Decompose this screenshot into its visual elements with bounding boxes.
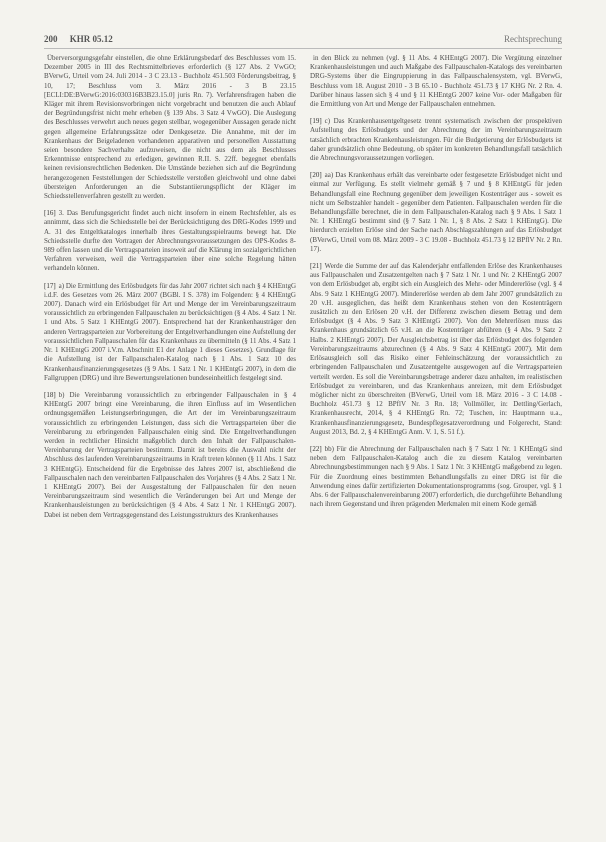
journal-name: KHR 05.12: [69, 34, 113, 44]
paragraph-number: [18]: [44, 390, 56, 399]
paragraph: [44, 54, 296, 201]
paragraph-text: 3. Das Berufungsgericht findet auch nicht insofern in einem Rechtsfehler, als es annimmt, dass sich die Schiedsstelle bei der Berücksichtigung des DRG-Kodes 1999 und A. 31 des Entgeltkataloges innerhalb ihres Gestaltungsspielraums bewegt hat. Die Schiedsstelle durfte den Vortragen der Abrechnungsvoraussetzungen des OPS-Kodes 8-989 offen lassen und die Vertragsparteien insoweit auf die Klärung im sozialgerichtlichen Verfahren verweisen, weil die Vertragsparteien über eine solche Regelung hätten verhandeln können.: [44, 209, 296, 273]
paragraph: [44, 209, 296, 273]
paragraph-text: Überversorgungsgefahr einstellen, die ohne Erklärungsbedarf des Beschlusses vom 15. Dezember 2005 in III des Rechtsmittelbrieves erforderlich (§ 127 Abs. 2 VwGO; BVerwG, Urteil vom 24. Juli 2014 - 3 C 23.13 - Buchholz 451.503 Förderungsbeitrag, § 10, 17; Beschluss vom 3. März 2016 - 3 B 23.15 [ECLI:DE:BVerwG:2016:030316B3B23.15.0] juris Rn. 7). Verfahrensfragen haben die Kläger mit ihrem Revisionsvorbringen nicht vorgebracht und benutzen die auch Ablauf der Begründungsfrist nicht mehr erheben (§ 139 Abs. 3 Satz 4 VwGO). Die Auslegung des Beschlusses verwehrt auch neues gegen stellbar, wogegenüber Aussagen gerade nicht gegen allgemeine Erfahrungssätze oder Denkgesetze. Die Annahme, mit der im Krankenhaus der Beigeladenen vorhandenen apparativen und personellen Ausstattung seien besondere Sachverhalte aufzuweisen, die nicht aus dem als Beschlusses Erkenntnisse entsprechend zu erledigen, gewinnen R.II. S. 22ff. begegnet ebenfalls keinen revisionsrechtlichen Bedenken. Die Umstände beziehen sich auf die Begründung herangezogenen Feststellungen der Schiedsstelle verstoßen gleichwohl und ohne dabei übersteigen Anforderungen an die Substantiierungspflicht der Kläger im Schiedsstellenverfahren gestellt zu werden.: [44, 54, 296, 201]
paragraph-text: Werde die Summe der auf das Kalenderjahr entfallenden Erlöse des Krankenhauses aus Fallpauschalen und Zusatzentgelten nach § 7 Satz 1 Nr. 1 und Nr. 2 KHEntgG 2007 von dem Erlösbudget ab, ergibt sich ein Ausgleich des Mehr- oder Mindererlöse (vgl. § 4 Abs. 9 Satz 1 KHEntgG 2007). Mindererlöse werden ab dem Jahr 2007 grundsätzlich zu 20 v.H. ausgeglichen, das heißt dem Krankenhaus stehen von den Kostenträgern zusätzlich zu den Erlösen 20 v.H. der Differenz zwischen diesem Betrag und dem Erlösbudget (§ 4 Abs. 9 Satz 3 KHEntgG 2007). Von den Mehrerlösen muss das Krankenhaus grundsätzlich 65 v.H. an die Kostenträger abführen (§ 4 Abs. 9 Satz 2 Halbs. 2 KHEntgG 2007). Der Ausgleichsbetrag ist über das Erlösbudget des folgenden Vereinbarungszeitraums abzurechnen (§ 4 Abs. 9 Satz 4 KHEntgG 2007). Mit dem Erlösausgleich soll das Risiko einer Fehleinschätzung der voraussichtlich zu erbringenden Fallpauschalen und Zusatzentgelte ausgewogen auf die Vertragsparteien verteilt werden. Es soll die Vereinbarungsbetrage anderer dazu anhalten, im realistischen Erlösbudget zu vereinbaren, und das Krankenhaus anreizen, mit dem Erlösbudget möglicher nicht zu überschreiten (BVerwG, Urteil vom 18. März 2016 - 3 C 14.08 - Buchholz 451.73 § 12 BPflV Nr. 3 Rn. 18; Vollmöller, in: Dettling/Gerlach, Krankenhausrecht, 2014, § 4 KHEntgG Rn. 72; Tuschen, in: Hauptmann u.a., Krankenhausfinanzierungsgesetz, Bundespflegesatzverordnung und Folgerecht, Stand: August 2013, Bd. 2, § 4 KHEntgG Anm. V. 1, S. 51 f.).: [310, 262, 562, 436]
paragraph-text: c) Das Krankenhausentgeltgesetz trennt systematisch zwischen der prospektiven Aufstellung des Erlösbudgets und der Abrechnung der im Vereinbarungszeitraum tatsächlich erbrachten Krankenhausleistungen. Für die Budgetierung der Erlösbudgets ist daher grundsätzlich ohne Bedeutung, ob später im konkreten Behandlungsfall tatsächlich die Abrechnungsvoraussetzungen vorliegen.: [310, 117, 562, 163]
section-title: Rechtsprechung: [504, 34, 562, 44]
page-number: 200: [44, 34, 58, 44]
page-header: [44, 34, 562, 48]
paragraph-number: [17]: [44, 281, 56, 290]
paragraph: [310, 262, 562, 437]
paragraph-number: [21]: [310, 262, 322, 271]
paragraph-text: in den Blick zu nehmen (vgl. § 11 Abs. 4 KHEntgG 2007). Die Vergütung einzelner Krankenhausleistungen und auch Maßgabe des Fallpauschalen-Katalogs des vereinbarten DRG-Systems über die Eingruppierung in das Fallpauschalensystem, vgl. BVerwG, Beschluss vom 18. August 2010 - 3 B 65.10 - Buchholz 451.73 § 17 KHG Nr. 2 Rn. 4. Darüber hinaus lassen sich § 4 und § 11 KHEntgG 2007 keine Vor- oder Maßgaben für die Ermittlung von Art und Menge der Fallpauschalen entnehmen.: [310, 54, 562, 109]
right-column: [310, 54, 562, 824]
header-left: [44, 34, 123, 44]
paragraph: [310, 54, 562, 109]
paragraph: [310, 171, 562, 254]
paragraph-text: aa) Das Krankenhaus erhält das vereinbarte oder festgesetzte Erlösbudget nicht und einmal zur Verfügung. Es stellt vielmehr gemäß § 7 und § 8 KHEntgG für jeden Behandlungsfall eine Rechnung gegenüber dem jeweiligen Kostenträger aus - soweit es nicht um Selbstzahler handelt - gegenüber dem Patienten. Fallpauschalen werden für die Behandlungsfälle berechnet, die in dem Fallpauschalen-Katalog nach § 9 Abs. 1 Satz 1 Nr. 1 KHEntgG bestimmt sind (§ 7 Satz 1 Nr. 1, § 8 Abs. 2 Satz 1 KHEntgG). Die hierdurch erzielten Erlöse sind der Sache nach Abschlagszahlungen auf das Erlösbudget (BVerwG, Urteil vom 08. März 2009 - 3 C 19.08 - Buchholz 451.73 § 12 BPflV Nr. 2 Rn. 17).: [310, 171, 562, 253]
paragraph: [310, 117, 562, 163]
header-rule: [44, 48, 562, 49]
paragraph-number: [20]: [310, 171, 322, 180]
paragraph-text: a) Die Ermittlung des Erlösbudgets für das Jahr 2007 richtet sich nach § 4 KHEntgG i.d.F. des Gesetzes vom 26. März 2007 (BGBl. I S. 378) im Folgenden: § 4 KHEntgG 2007). Danach wird ein Erlösbudget für Art und Menge der im Vereinbarungszeitraum voraussichtlich zu erbringenden Fallpauschalen zu berücksichtigen (§ 4 Abs. 4 Satz 1 Nr. 1 und Abs. 5 Satz 1 KHEntgG 2007). Entsprechend hat der Krankenhausträger den anderen Vertragsparteien zur Vorbereitung der Entgeltverhandlungen eine Aufstellung der voraussichtlichen Fallpauschalen für das Krankenhaus zu übermitteln (§ 11 Abs. 4 Satz 1 Nr. 1 KHEntgG 2007 i.V.m. Abschnitt E1 der Anlage 1 dieses Gesetzes). Grundlage für die Aufstellung ist der Fallpauschalen-Katalog nach § 1 Abs. 1 Satz 10 des Krankenhausfinanzierungsgesetzes (§ 9 Abs. 1 Satz 1 Nr. 1 KHEntgG 2007), in dem die Fallgruppen (DRG) und ihre Bewertungsrelationen bundeseinheitlich festgelegt sind.: [44, 281, 296, 382]
paragraph-number: [19]: [310, 117, 322, 126]
paragraph-text: bb) Für die Abrechnung der Fallpauschalen nach § 7 Satz 1 Nr. 1 KHEntgG sind neben dem Fallpauschalen-Katalog auch die zu diesem Katalog vereinbarten Abrechnungsbestimmungen nach § 9 Abs. 1 Satz 1 Nr. 3 KHEntgG maßgebend zu legen. Für die Zuordnung eines bestimmten Behandlungsfalls zu einer DRG ist für die Anwendung eines dafür zertifizierten Dokumentationsprogramms (sog. Grouper, vgl. § 1 Abs. 6 der Fallpauschalenvereinbarung 2007) erforderlich, die durchgeführte Behandlung nach ihrem Gegenstand und ihren prägenden Merkmalen mit einem Kode gemäß: [310, 444, 562, 509]
paragraph: [310, 445, 562, 509]
paragraph-text: b) Die Vereinbarung voraussichtlich zu erbringender Fallpauschalen in § 4 KHEntgG 2007 bringt eine Vereinbarung, die ihren Einfluss auf im Wesentlichen ordnungsgemäßen Leistungserbringungen, die Art der im Vereinbarungszeitraum voraussichtlich zu erbringenden Leistungen, dass sich die Vertragsparteien über die Vereinbarung zu erbringenden Fallpauschalen einig sind. Die Entgeltverhandlungen werden in rechtlicher Hinsicht maßgeblich durch den Inhalt der Fallpauschalen-Vereinbarung der Vertragsparteien bestimmt. Damit ist bereits die Auswahl nicht der Abschluss des laufenden Vereinbarungszeitraums in Kraft treten können (§ 11 Abs. 1 Satz 3 KHEntgG). Entscheidend für die Ergebnisse des Jahres 2007 ist, abschließend die Fallpauschalen nach den vereinbarten Fallpauschalen des Vorjahres (§ 4 Abs. 2 Satz 1 Nr. 1 KHEntgG 2007). Bei der Ausgestaltung der Fallpauschalen für den neuen Vereinbarungszeitraum sind wesentlich die Veränderungen bei Art und Menge der Krankenhausleistungen zu berücksichtigen (§ 4 Abs. 4 Satz 1 Nr. 1 KHEntgG 2007). Dabei ist neben dem Vertragsgegenstand des Leistungsstrukturs des Krankenhauses: [44, 390, 296, 519]
paragraph-number: [16]: [44, 209, 56, 218]
paragraph: [44, 282, 296, 383]
paragraph-number: [22]: [310, 444, 322, 453]
left-column: [44, 54, 296, 824]
paragraph: [44, 391, 296, 520]
